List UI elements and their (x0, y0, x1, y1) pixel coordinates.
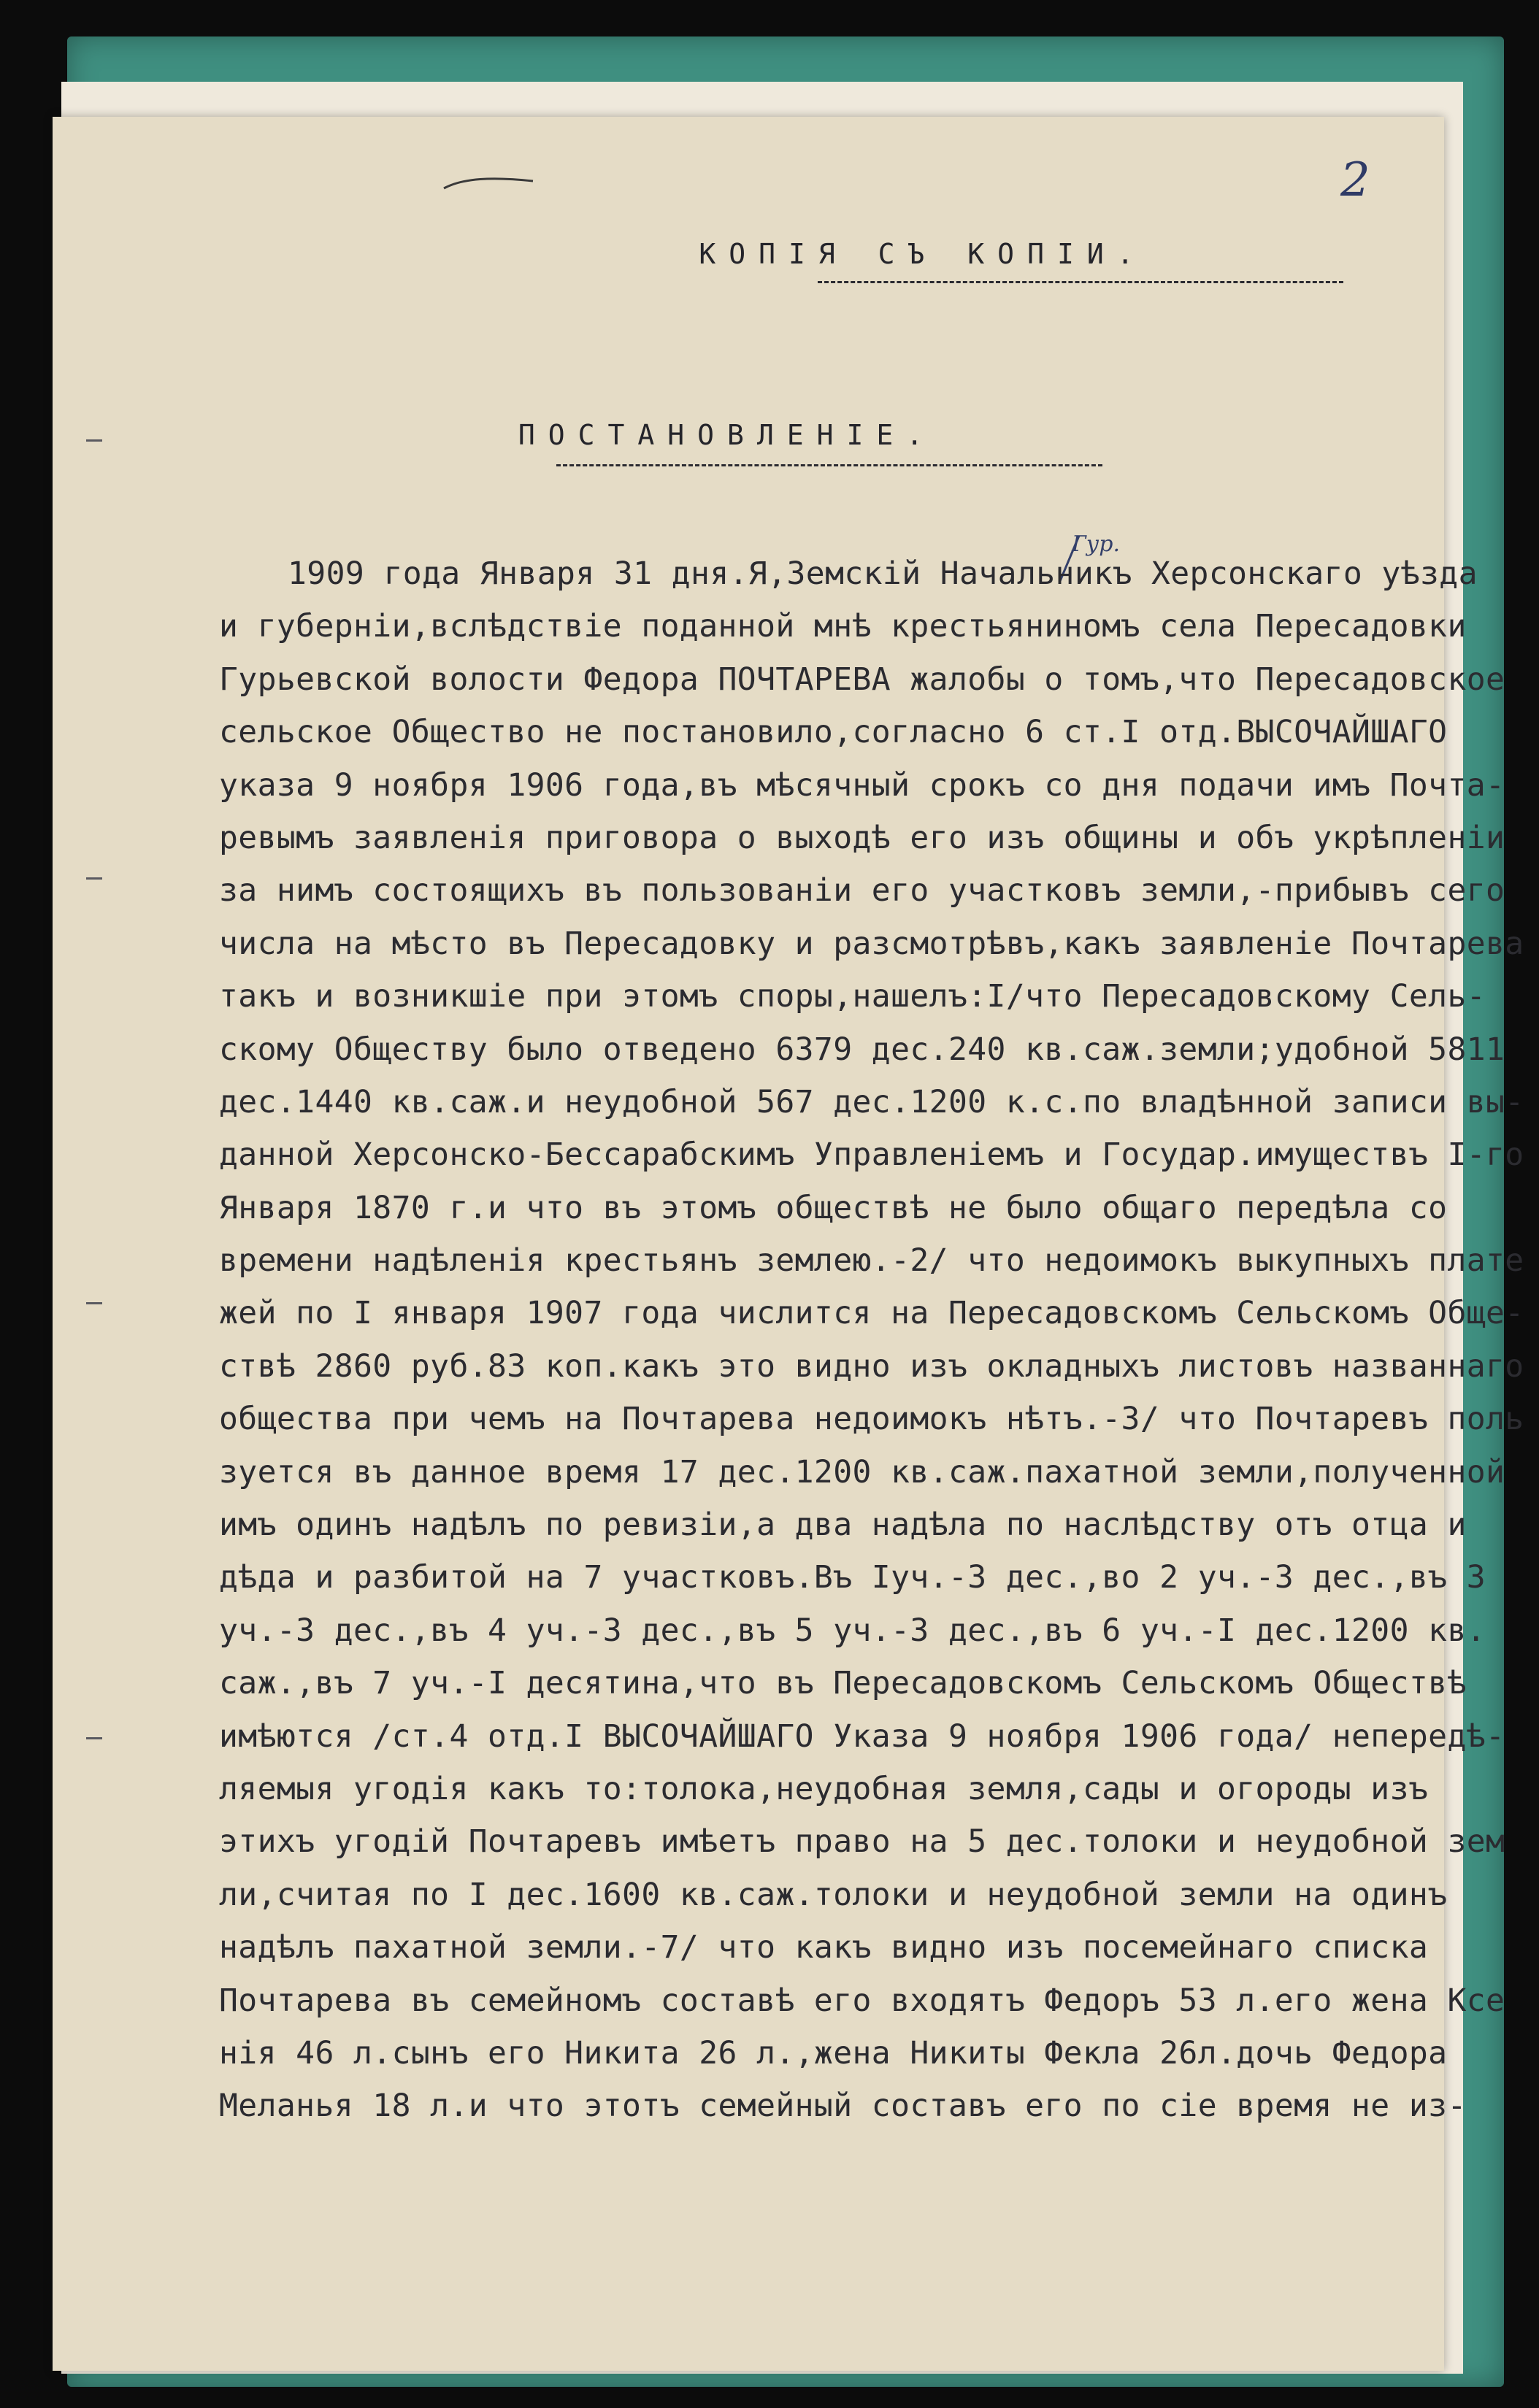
handwritten-annotation: Гур. (1072, 531, 1121, 557)
body-line: этихъ угодій Почтаревъ имѣетъ право на 5 дес.толоки и неудобной зем (219, 1823, 1505, 1861)
margin-tick (86, 439, 102, 442)
body-line: ствѣ 2860 руб.83 коп.какъ это видно изъ окладныхъ листовъ названнаго (219, 1347, 1524, 1385)
body-line: уч.-3 дес.,въ 4 уч.-3 дес.,въ 5 уч.-3 дес.,въ 6 уч.-I дес.1200 кв. (219, 1612, 1486, 1649)
body-line: ляемыя угодія какъ то:толока,неудобная земля,сады и огороды изъ (219, 1770, 1429, 1807)
margin-tick (86, 1737, 102, 1739)
body-line: нія 46 л.сынъ его Никита 26 л.,жена Никиты Фекла 26л.дочь Федора (219, 2034, 1448, 2072)
body-line: Гурьевской волости Федора ПОЧТАРЕВА жалобы о томъ,что Пересадовское (219, 661, 1505, 698)
body-line: зуется въ данное время 17 дес.1200 кв.саж.пахатной земли,полученной (219, 1453, 1505, 1490)
document-body (219, 547, 1524, 2133)
body-line: ли,считая по I дес.1600 кв.саж.толоки и неудобной земли на одинъ (219, 1876, 1448, 1913)
body-line: Почтарева въ семейномъ составѣ его входятъ Федоръ 53 л.его жена Ксе (219, 1982, 1505, 2019)
body-line: дѣда и разбитой на 7 участковъ.Въ Iуч.-3 дес.,во 2 уч.-3 дес.,въ 3 (219, 1559, 1486, 1596)
body-line: числа на мѣсто въ Пересадовку и разсмотрѣвъ,какъ заявленіе Почтарева (219, 925, 1524, 962)
body-line: имъ одинъ надѣлъ по ревизіи,а два надѣла по наслѣдству отъ отца и (219, 1507, 1467, 1544)
body-line: имѣются /ст.4 отд.I ВЫСОЧАЙШАГО Указа 9 ноября 1906 года/ непередѣ- (219, 1717, 1505, 1755)
body-line: за нимъ состоящихъ въ пользованіи его участковъ земли,-прибывъ сего (219, 872, 1505, 909)
body-line: жей по I января 1907 года числится на Пересадовскомъ Сельскомъ Обще- (219, 1295, 1524, 1332)
document-title: ПОСТАНОВЛЕНІЕ. (518, 419, 937, 451)
body-line: надѣлъ пахатной земли.-7/ что какъ видно изъ посемейнаго списка (219, 1929, 1429, 1966)
body-line: саж.,въ 7 уч.-I десятина,что въ Пересадовскомъ Сельскомъ Обществѣ (219, 1665, 1467, 1702)
margin-tick (86, 1302, 102, 1304)
body-line: 1909 года Января 31 дня.Я,Земскій Начальникъ Херсонскаго уѣзда (288, 555, 1478, 592)
copy-heading-underline (818, 281, 1343, 283)
body-line: такъ и возникшіе при этомъ споры,нашелъ:I/что Пересадовскому Сель- (219, 978, 1486, 1015)
body-line: дес.1440 кв.саж.и неудобной 567 дес.1200 к.с.по владѣнной записи вы- (219, 1083, 1524, 1120)
document-title-underline (556, 464, 1102, 466)
body-line: Января 1870 г.и что въ этомъ обществѣ не было общаго передѣла со (219, 1189, 1448, 1226)
body-line: скому Обществу было отведено 6379 дес.240 кв.саж.земли;удобной 5811 (219, 1031, 1505, 1068)
body-line: общества при чемъ на Почтарева недоимокъ нѣтъ.-3/ что Почтаревъ поль (219, 1401, 1524, 1438)
page-number: 2 (1340, 153, 1370, 207)
body-line: Меланья 18 л.и что этотъ семейный составъ его по сіе время не из- (219, 2088, 1467, 2125)
body-line: данной Херсонско-Бессарабскимъ Управленіемъ и Государ.имуществъ I-го (219, 1136, 1524, 1174)
margin-tick (86, 877, 102, 880)
pencil-mark (441, 172, 536, 194)
body-line: указа 9 ноября 1906 года,въ мѣсячный срокъ со дня подачи имъ Почта- (219, 766, 1505, 804)
body-line: ревымъ заявленія приговора о выходѣ его изъ общины и объ укрѣпленіи (219, 819, 1505, 856)
body-line: и губерніи,вслѣдствіе поданной мнѣ крестьяниномъ села Пересадовки (219, 608, 1467, 645)
body-line: сельское Общество не постановило,согласно 6 ст.I отд.ВЫСОЧАЙШАГО (219, 714, 1448, 751)
copy-heading: КОПІЯ СЪ КОПІИ. (699, 238, 1147, 270)
body-line: времени надѣленія крестьянъ землею.-2/ что недоимокъ выкупныхъ плате (219, 1242, 1524, 1280)
